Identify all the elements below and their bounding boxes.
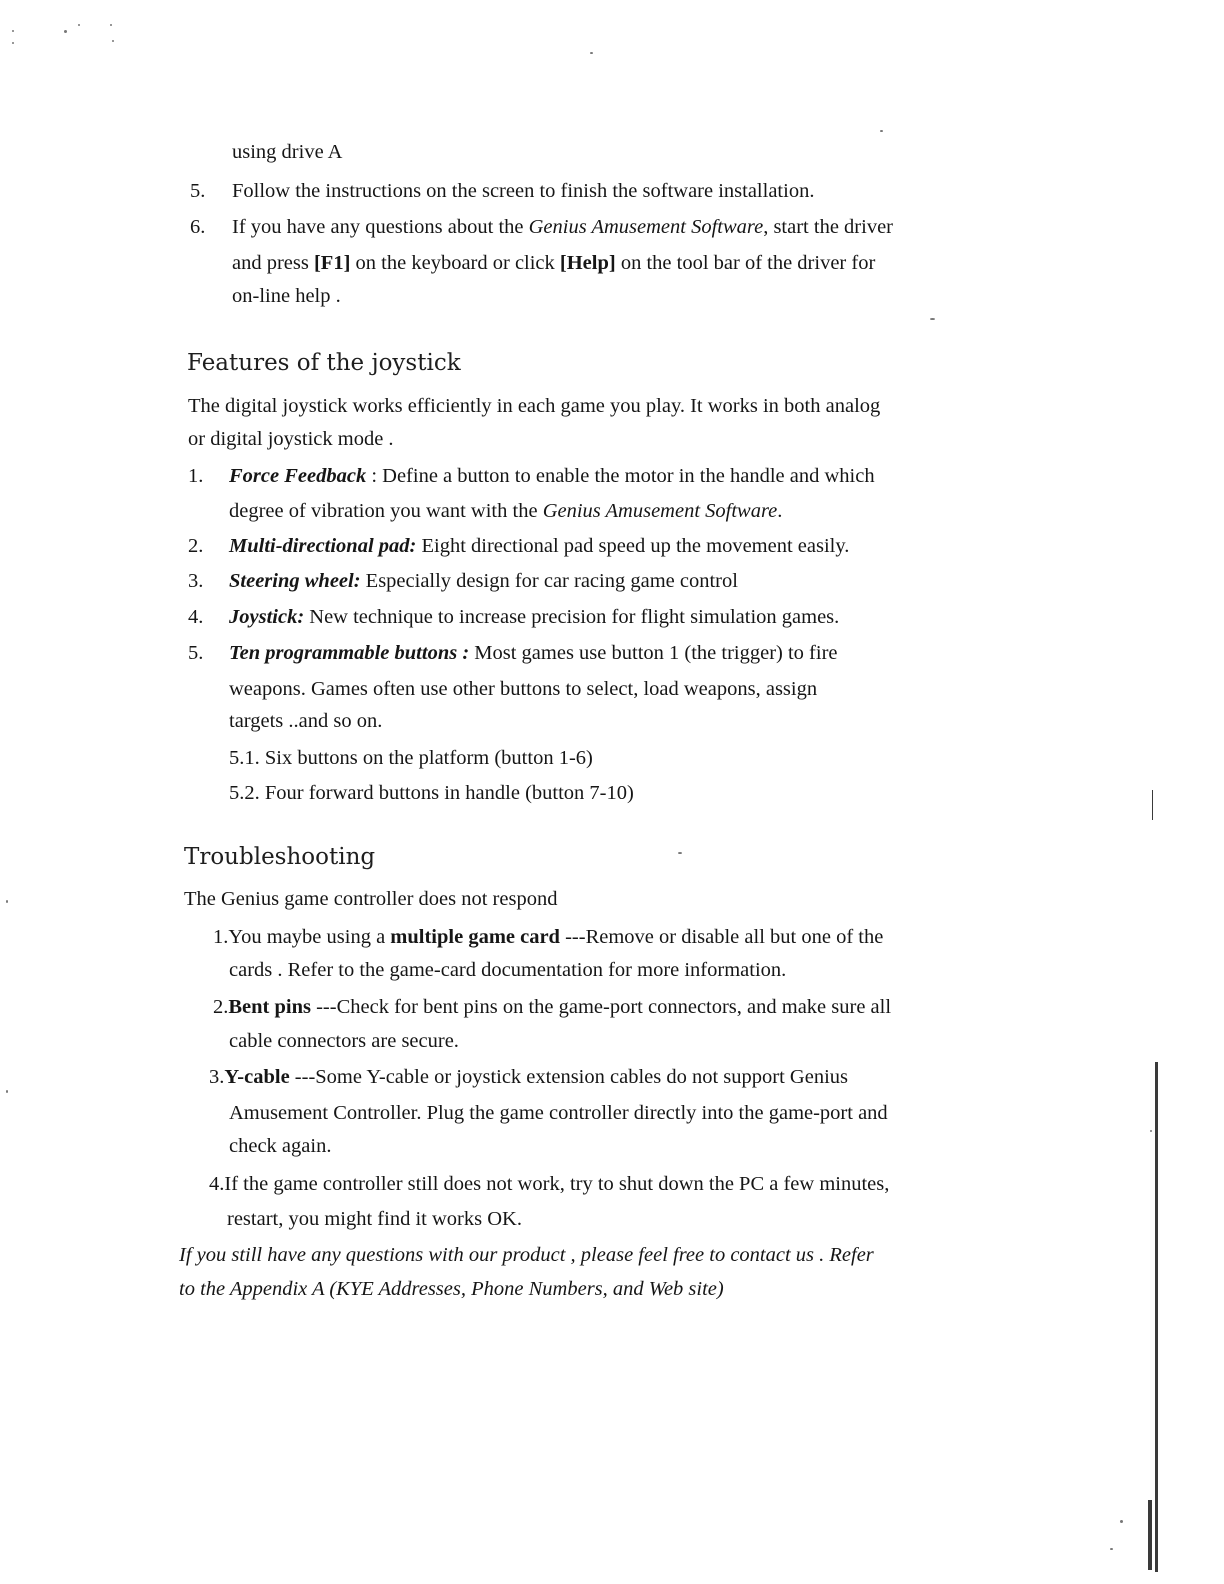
feature-4-line-1: Joystick: New technique to increase precision for flight simulation games. [229, 606, 840, 628]
feature-5-number: 5. [188, 642, 204, 664]
install-item-6-number: 6. [190, 216, 206, 238]
install-item-6-line-2: and press [F1] on the keyboard or click [Help] on the tool bar of the driver for [232, 252, 876, 274]
trouble-3-line-1: 3.Y-cable ---Some Y-cable or joystick extension cables do not support Genius [209, 1066, 848, 1088]
trouble-4-line-1: 4.If the game controller still does not work, try to shut down the PC a few minutes, [209, 1173, 890, 1195]
trouble-3-line-2: Amusement Controller. Plug the game controller directly into the game-port and [229, 1102, 888, 1124]
trouble-3-line-3: check again. [229, 1135, 332, 1157]
install-item-5-text: Follow the instructions on the screen to finish the software installation. [232, 180, 815, 202]
troubleshooting-intro: The Genius game controller does not respond [184, 888, 558, 910]
features-heading: Features of the joystick [187, 350, 461, 376]
feature-1-line-2: degree of vibration you want with the Genius Amusement Software. [229, 500, 783, 522]
feature-1-line-1: Force Feedback : Define a button to enable the motor in the handle and which [229, 465, 875, 487]
install-item-5-number: 5. [190, 180, 206, 202]
closing-note-line-1: If you still have any questions with our product , please feel free to contact us . Refer [179, 1244, 874, 1266]
feature-1-number: 1. [188, 465, 204, 487]
feature-5-line-1: Ten programmable buttons : Most games use button 1 (the trigger) to fire [229, 642, 838, 664]
install-continuation-line: using drive A [232, 141, 343, 163]
feature-5-line-2: weapons. Games often use other buttons to select, load weapons, assign [229, 678, 818, 700]
trouble-4-line-2: restart, you might find it works OK. [227, 1208, 522, 1230]
features-intro-line-1: The digital joystick works efficiently in each game you play. It works in both analog [188, 395, 881, 417]
feature-4-number: 4. [188, 606, 204, 628]
install-item-6-line-1: If you have any questions about the Genius Amusement Software, start the driver [232, 216, 893, 238]
feature-5-sub-1: 5.1. Six buttons on the platform (button 1-6) [229, 747, 593, 769]
trouble-1-line-1: 1.You maybe using a multiple game card ---Remove or disable all but one of the [213, 926, 884, 948]
feature-5-sub-2: 5.2. Four forward buttons in handle (button 7-10) [229, 782, 634, 804]
install-item-6-line-3: on-line help . [232, 285, 341, 307]
closing-note-line-2: to the Appendix A (KYE Addresses, Phone Numbers, and Web site) [179, 1278, 724, 1300]
trouble-1-line-2: cards . Refer to the game-card documentation for more information. [229, 959, 787, 981]
feature-2-line-1: Multi-directional pad: Eight directional pad speed up the movement easily. [229, 535, 850, 557]
feature-3-number: 3. [188, 570, 204, 592]
trouble-2-line-2: cable connectors are secure. [229, 1030, 459, 1052]
trouble-2-line-1: 2.Bent pins ---Check for bent pins on the game-port connectors, and make sure all [213, 996, 892, 1018]
feature-2-number: 2. [188, 535, 204, 557]
feature-5-line-3: targets ..and so on. [229, 710, 383, 732]
feature-3-line-1: Steering wheel: Especially design for car racing game control [229, 570, 738, 592]
features-intro-line-2: or digital joystick mode . [188, 428, 394, 450]
troubleshooting-heading: Troubleshooting [184, 844, 376, 870]
